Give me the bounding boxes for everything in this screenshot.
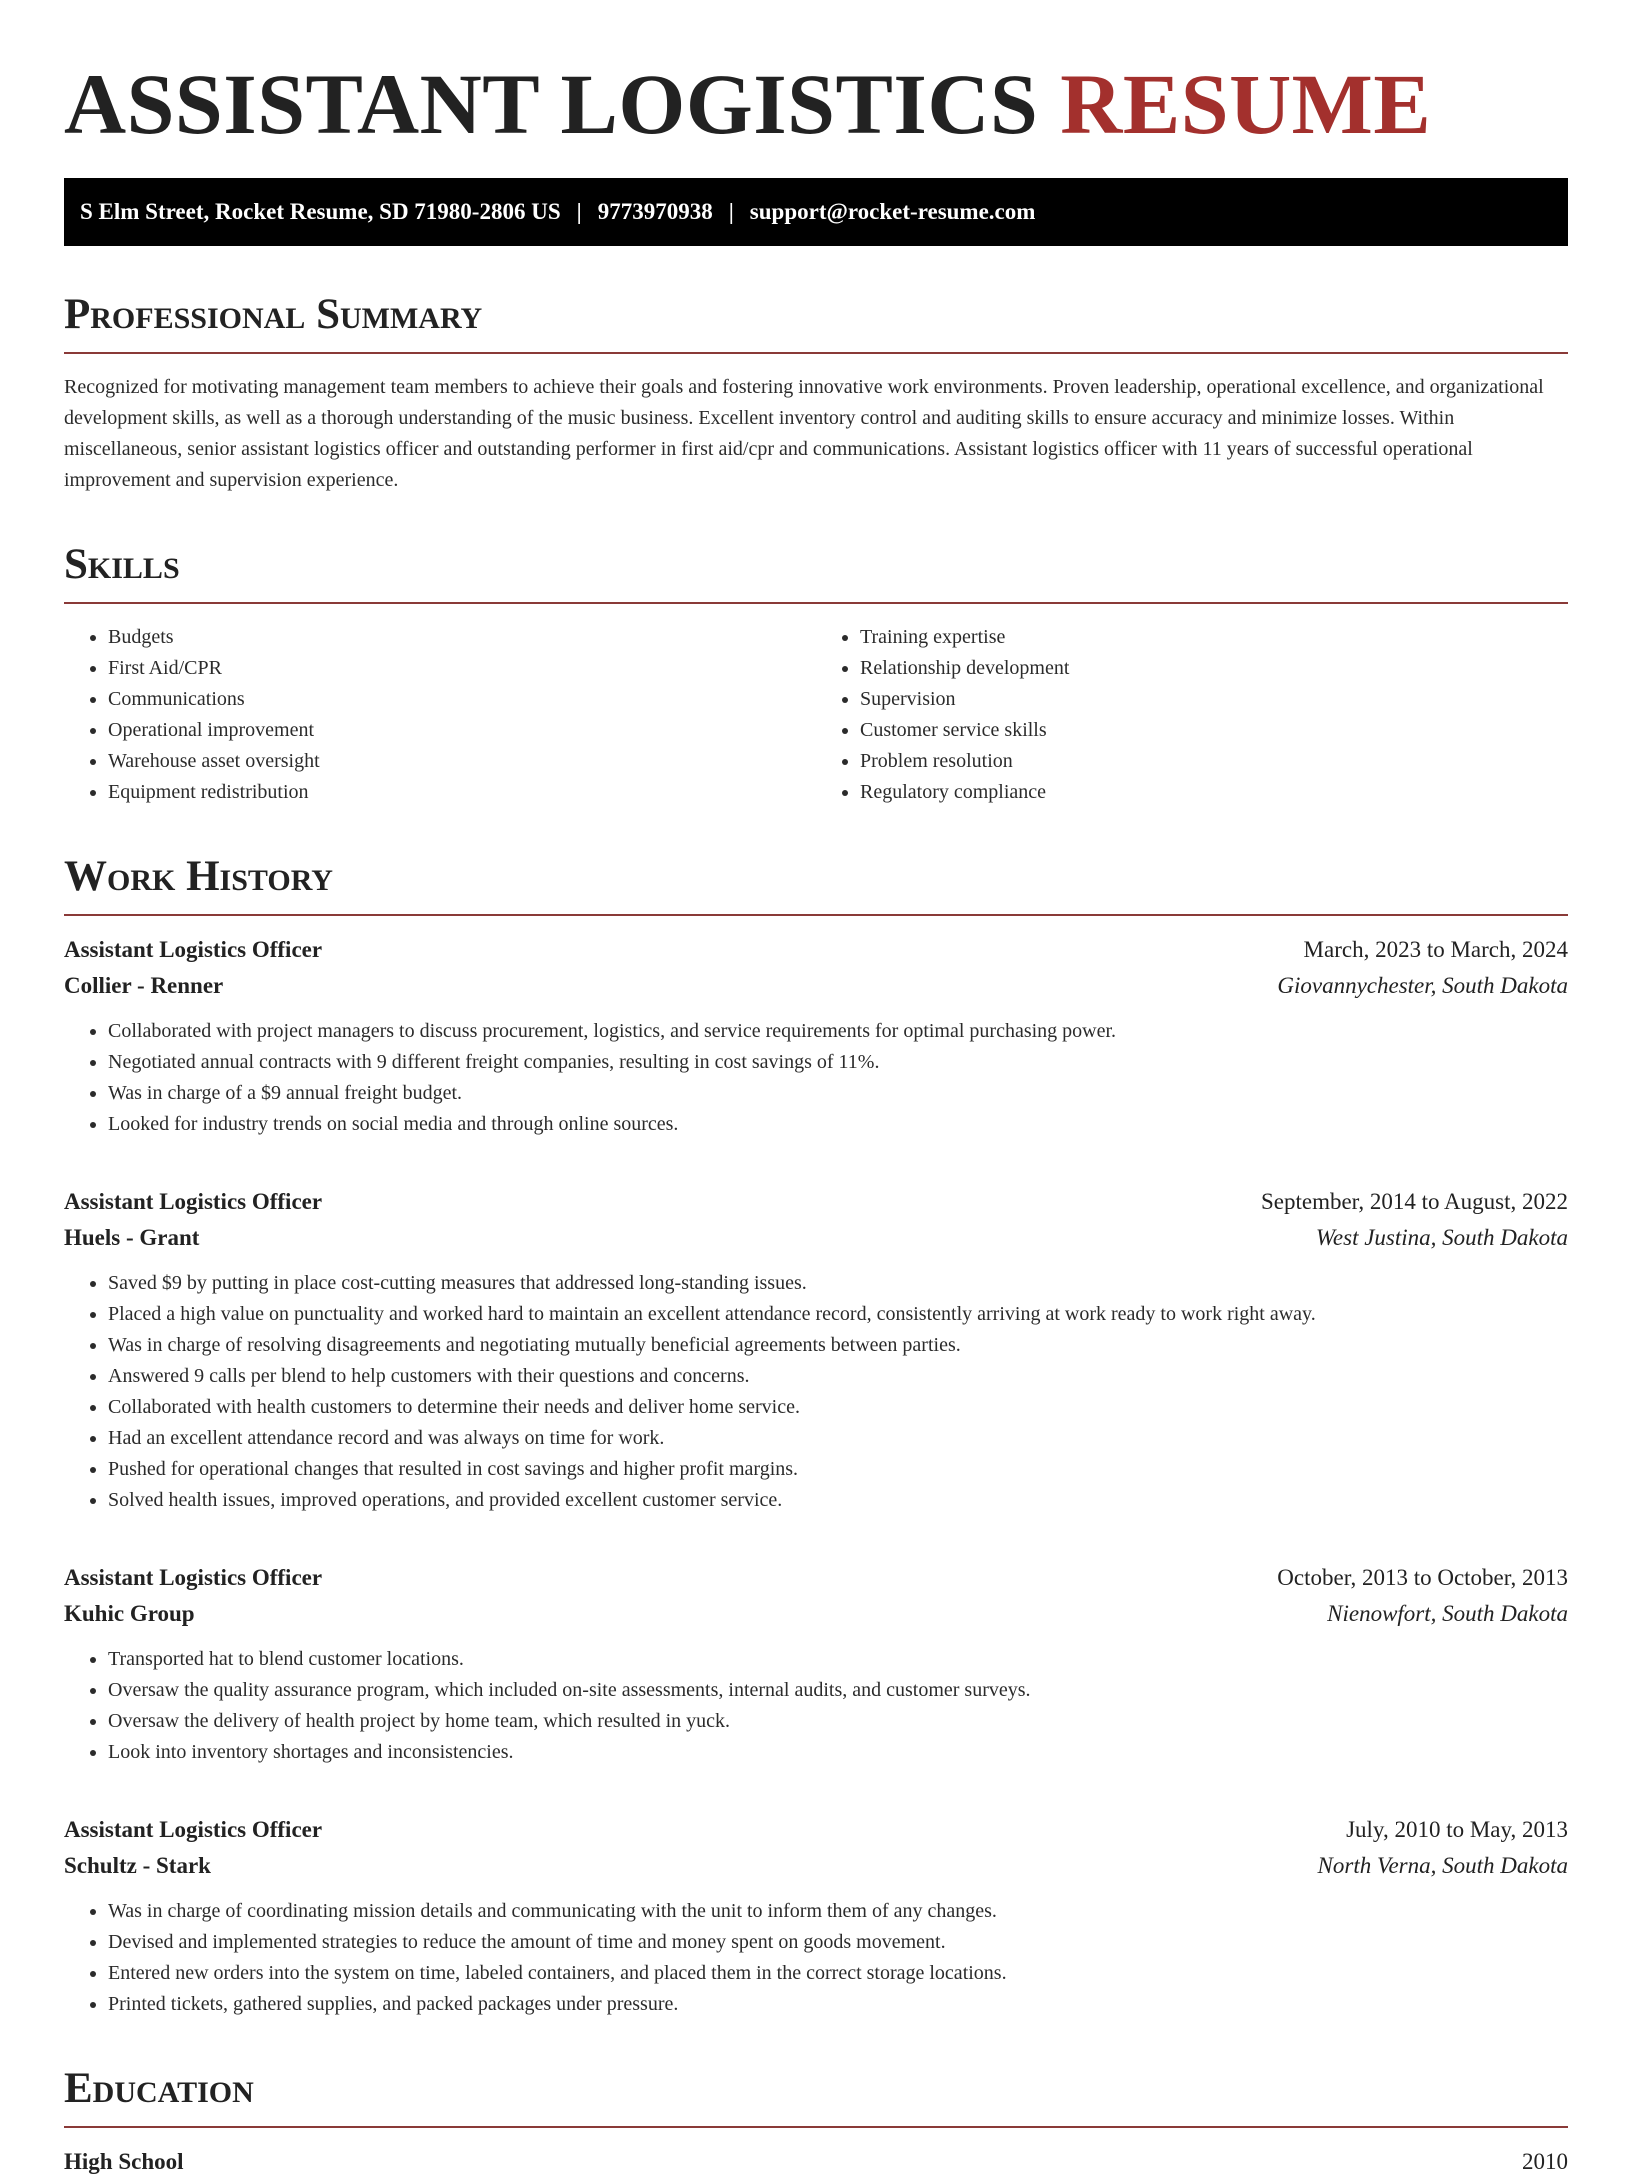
job-role: Assistant Logistics Officer xyxy=(64,1565,323,1590)
contact-email: support@rocket-resume.com xyxy=(749,199,1036,224)
job-company: Kuhic Group xyxy=(64,1601,195,1626)
job-bullet: • Entered new orders into the system on time, labeled containers, and placed them in the correct storage locations. xyxy=(108,1958,1568,1989)
education-section xyxy=(64,2064,1568,2180)
job-entry xyxy=(64,932,1568,1140)
job-dates: September, 2014 to August, 2022 xyxy=(1260,1189,1568,1214)
job-bullet: • Collaborated with health customers to determine their needs and deliver home service. xyxy=(108,1392,1568,1423)
skill-item: • Regulatory compliance xyxy=(860,777,1568,808)
job-bullet: • Saved $9 by putting in place cost-cutting measures that addressed long-standing issues. xyxy=(108,1268,1568,1299)
job-location: North Verna, South Dakota xyxy=(1317,1853,1568,1878)
title-main: ASSISTANT LOGISTICS xyxy=(64,56,1039,152)
job-bullet: • Was in charge of coordinating mission details and communicating with the unit to inform them of any changes. xyxy=(108,1896,1568,1927)
job-bullet: • Oversaw the quality assurance program, which included on-site assessments, internal audits, and customer surveys. xyxy=(108,1675,1568,1706)
contact-separator: | xyxy=(728,199,734,224)
job-company-row xyxy=(64,1596,1568,1632)
job-entry xyxy=(64,1812,1568,2020)
job-header-row xyxy=(64,1184,1568,1220)
job-bullet: • Collaborated with project managers to discuss procurement, logistics, and service requirements for optimal purchasing power. xyxy=(108,1016,1568,1047)
skill-item: • Training expertise xyxy=(860,622,1568,653)
resume-content xyxy=(64,54,1568,2180)
skills-list-right xyxy=(816,622,1568,808)
job-header-row xyxy=(64,1812,1568,1848)
summary-heading: Professional Summary xyxy=(64,290,1568,354)
job-bullet: • Look into inventory shortages and inconsistencies. xyxy=(108,1737,1568,1768)
job-location: Giovannychester, South Dakota xyxy=(1277,973,1568,998)
job-company-row xyxy=(64,1220,1568,1256)
job-bullet: • Pushed for operational changes that resulted in cost savings and higher profit margins. xyxy=(108,1454,1568,1485)
job-dates: March, 2023 to March, 2024 xyxy=(1303,937,1568,962)
summary-section xyxy=(64,290,1568,496)
job-location: West Justina, South Dakota xyxy=(1315,1225,1568,1250)
education-heading: Education xyxy=(64,2064,1568,2128)
contact-phone: 9773970938 xyxy=(597,199,713,224)
education-year: 2010 xyxy=(1522,2149,1568,2174)
contact-address: S Elm Street, Rocket Resume, SD 71980-2806 US xyxy=(80,199,561,224)
work-history-heading: Work History xyxy=(64,852,1568,916)
job-company: Collier - Renner xyxy=(64,973,224,998)
job-bullet: • Solved health issues, improved operations, and provided excellent customer service. xyxy=(108,1485,1568,1516)
job-bullets xyxy=(64,1268,1568,1516)
job-bullets xyxy=(64,1896,1568,2020)
job-bullet: • Had an excellent attendance record and was always on time for work. xyxy=(108,1423,1568,1454)
skill-item: • Supervision xyxy=(860,684,1568,715)
job-bullet: • Oversaw the delivery of health project by home team, which resulted in yuck. xyxy=(108,1706,1568,1737)
job-bullet: • Printed tickets, gathered supplies, and packed packages under pressure. xyxy=(108,1989,1568,2020)
job-role: Assistant Logistics Officer xyxy=(64,1817,323,1842)
job-entry xyxy=(64,1184,1568,1516)
job-company-row xyxy=(64,1848,1568,1884)
work-history-section xyxy=(64,852,1568,2020)
job-bullet: • Devised and implemented strategies to reduce the amount of time and money spent on goods movement. xyxy=(108,1927,1568,1958)
skill-item: • Budgets xyxy=(108,622,816,653)
job-header-row xyxy=(64,932,1568,968)
job-dates: July, 2010 to May, 2013 xyxy=(1346,1817,1568,1842)
skill-item: • First Aid/CPR xyxy=(108,653,816,684)
job-entry xyxy=(64,1560,1568,1768)
job-header-row xyxy=(64,1560,1568,1596)
job-bullet: • Negotiated annual contracts with 9 different freight companies, resulting in cost savings of 11%. xyxy=(108,1047,1568,1078)
job-location: Nienowfort, South Dakota xyxy=(1327,1601,1568,1626)
job-company-row xyxy=(64,968,1568,1004)
skills-heading: Skills xyxy=(64,540,1568,604)
job-bullet: • Looked for industry trends on social media and through online sources. xyxy=(108,1109,1568,1140)
job-bullets xyxy=(64,1016,1568,1140)
job-bullet: • Answered 9 calls per blend to help customers with their questions and concerns. xyxy=(108,1361,1568,1392)
skills-list-left xyxy=(64,622,816,808)
summary-text: Recognized for motivating management team members to achieve their goals and fostering innovative work environments. Proven leadership, operational excellence, and organizational development skills, as well as a thorough understanding of the music business. Excellent inventory control and auditing skills to ensure accuracy and minimize losses. Within miscellaneous, senior assistant logistics officer and outstanding performer in first aid/cpr and communications. Assistant logistics officer with 11 years of successful operational improvement and supervision experience. xyxy=(64,376,1544,491)
contact-bar xyxy=(64,178,1568,246)
skills-columns xyxy=(64,622,1568,808)
resume-title xyxy=(64,54,1568,154)
job-role: Assistant Logistics Officer xyxy=(64,937,323,962)
skill-item: • Communications xyxy=(108,684,816,715)
education-degree: High School xyxy=(64,2149,184,2174)
title-accent: RESUME xyxy=(1060,56,1432,152)
skill-item: • Warehouse asset oversight xyxy=(108,746,816,777)
job-bullet: • Was in charge of a $9 annual freight budget. xyxy=(108,1078,1568,1109)
job-company: Schultz - Stark xyxy=(64,1853,211,1878)
skill-item: • Relationship development xyxy=(860,653,1568,684)
job-company: Huels - Grant xyxy=(64,1225,200,1250)
skills-section xyxy=(64,540,1568,808)
education-row xyxy=(64,2144,1568,2180)
skill-item: • Equipment redistribution xyxy=(108,777,816,808)
job-bullet: • Transported hat to blend customer locations. xyxy=(108,1644,1568,1675)
skill-item: • Problem resolution xyxy=(860,746,1568,777)
job-bullets xyxy=(64,1644,1568,1768)
job-bullet: • Placed a high value on punctuality and worked hard to maintain an excellent attendance record, consistently arriving at work ready to work right away. xyxy=(108,1299,1568,1330)
job-bullet: • Was in charge of resolving disagreements and negotiating mutually beneficial agreements between parties. xyxy=(108,1330,1568,1361)
contact-separator: | xyxy=(576,199,582,224)
skill-item: • Customer service skills xyxy=(860,715,1568,746)
job-dates: October, 2013 to October, 2013 xyxy=(1277,1565,1568,1590)
job-role: Assistant Logistics Officer xyxy=(64,1189,323,1214)
skill-item: • Operational improvement xyxy=(108,715,816,746)
